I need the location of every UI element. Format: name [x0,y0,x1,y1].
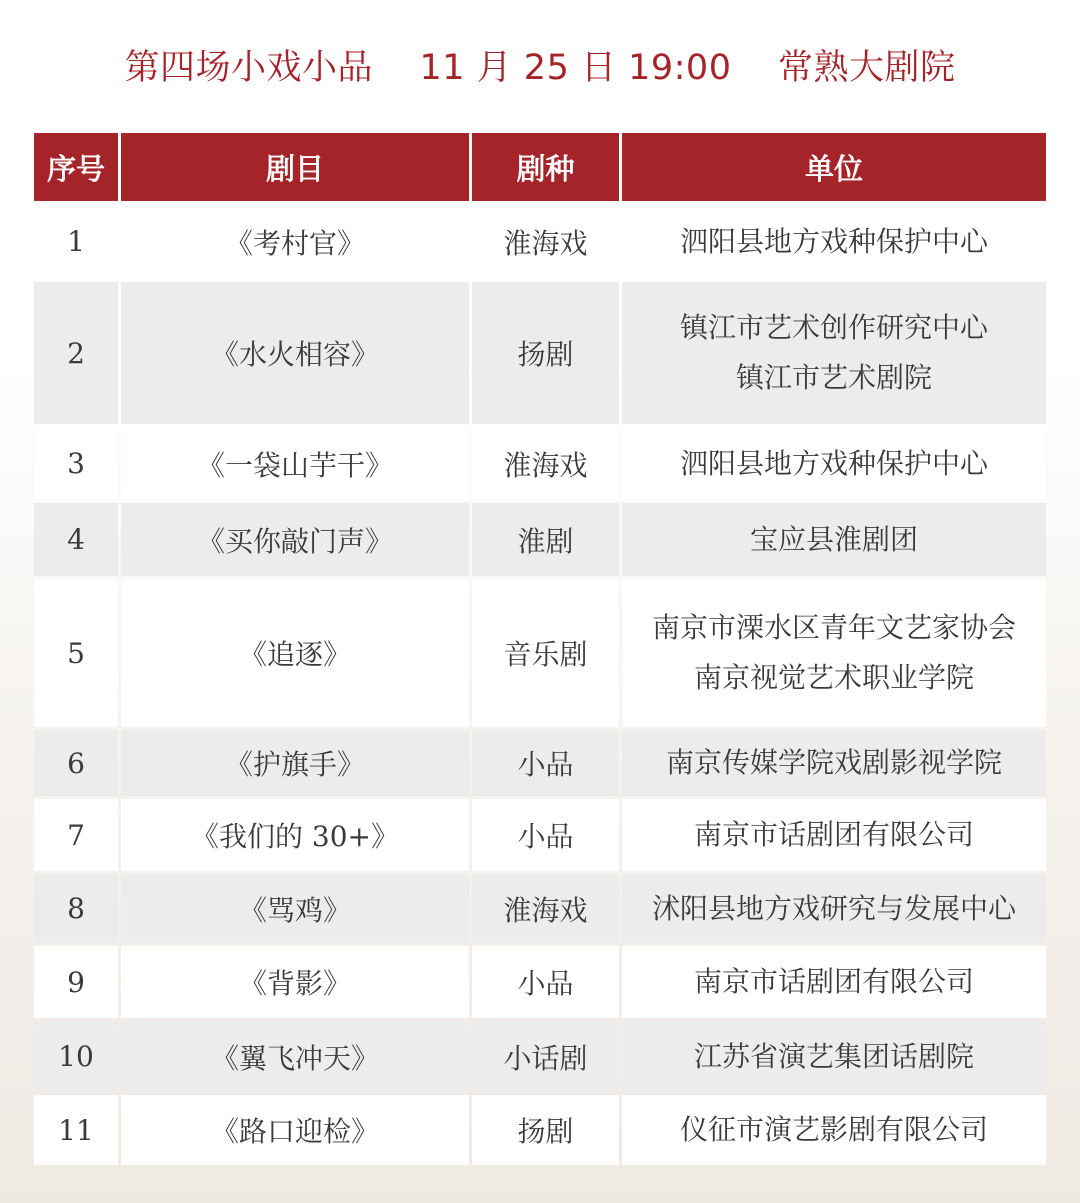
row-title: 《考村官》 [121,204,469,279]
table-row [34,204,1046,279]
unit-line: 沭阳县地方戏研究与发展中心 [651,891,1016,925]
unit-line: 南京传媒学院戏剧影视学院 [665,746,1002,779]
unit-line: 泗阳县地方戏种保护中心 [679,446,988,480]
row-genre: 小品 [472,946,619,1018]
row-genre: 小品 [472,730,619,796]
row-title: 《一袋山芋干》 [121,427,469,500]
unit-line: 南京市溧水区青年文艺家协会 [651,611,1016,644]
unit-line: 南京市话剧团有限公司 [693,965,974,998]
table-row [34,282,1046,424]
table-row [34,427,1046,500]
unit-line: 镇江市艺术剧院 [735,361,932,394]
row-unit [622,579,1046,727]
row-title: 《翼飞冲天》 [121,1021,469,1092]
row-number: 3 [34,427,118,500]
row-unit [622,503,1046,576]
row-genre: 音乐剧 [472,579,619,727]
row-genre: 扬剧 [472,1095,619,1165]
row-number: 1 [34,204,118,279]
header-no: 序号 [34,133,118,201]
table-row [34,1095,1046,1165]
row-title: 《买你敲门声》 [121,503,469,576]
row-unit [622,874,1046,943]
unit-line: 宝应县淮剧团 [749,522,918,556]
row-title: 《我们的 30+》 [121,799,469,871]
row-genre: 小话剧 [472,1021,619,1092]
page-title: 第四场小戏小品 11 月 25 日 19:00 常熟大剧院 [124,48,956,88]
unit-line: 镇江市艺术创作研究中心 [679,311,988,344]
row-number: 4 [34,503,118,576]
row-genre: 小品 [472,799,619,871]
table-row [34,1021,1046,1092]
row-title: 《背影》 [121,946,469,1018]
table-header [34,133,1046,201]
header-unit: 单位 [622,133,1046,201]
unit-line: 仪征市演艺影剧有限公司 [679,1113,988,1146]
row-genre: 淮海戏 [472,427,619,500]
row-number: 7 [34,799,118,871]
header-title: 剧目 [121,133,469,201]
row-unit [622,799,1046,871]
row-genre: 扬剧 [472,282,619,424]
row-genre: 淮剧 [472,503,619,576]
row-title: 《骂鸡》 [121,874,469,943]
row-unit [622,946,1046,1018]
unit-line: 江苏省演艺集团话剧院 [693,1039,974,1073]
table-row [34,730,1046,796]
row-genre: 淮海戏 [472,204,619,279]
row-number: 8 [34,874,118,943]
row-title: 《护旗手》 [121,730,469,796]
row-title: 《水火相容》 [121,282,469,424]
row-number: 6 [34,730,118,796]
row-number: 9 [34,946,118,1018]
row-unit [622,427,1046,500]
row-number: 2 [34,282,118,424]
row-genre: 淮海戏 [472,874,619,943]
row-number: 11 [34,1095,118,1165]
program-table [34,133,1046,1168]
row-unit [622,282,1046,424]
table-row [34,946,1046,1018]
row-number: 5 [34,579,118,727]
table-row [34,799,1046,871]
table-row [34,874,1046,943]
table-row [34,579,1046,727]
unit-line: 南京市话剧团有限公司 [693,818,974,851]
row-number: 10 [34,1021,118,1092]
row-unit [622,1021,1046,1092]
row-title: 《路口迎检》 [121,1095,469,1165]
header-genre: 剧种 [472,133,619,201]
table-body [34,204,1046,1165]
row-unit [622,204,1046,279]
row-title: 《追逐》 [121,579,469,727]
row-unit [622,1095,1046,1165]
unit-line: 泗阳县地方戏种保护中心 [679,224,988,258]
table-row [34,503,1046,576]
unit-line: 南京视觉艺术职业学院 [693,661,974,694]
row-unit [622,730,1046,796]
